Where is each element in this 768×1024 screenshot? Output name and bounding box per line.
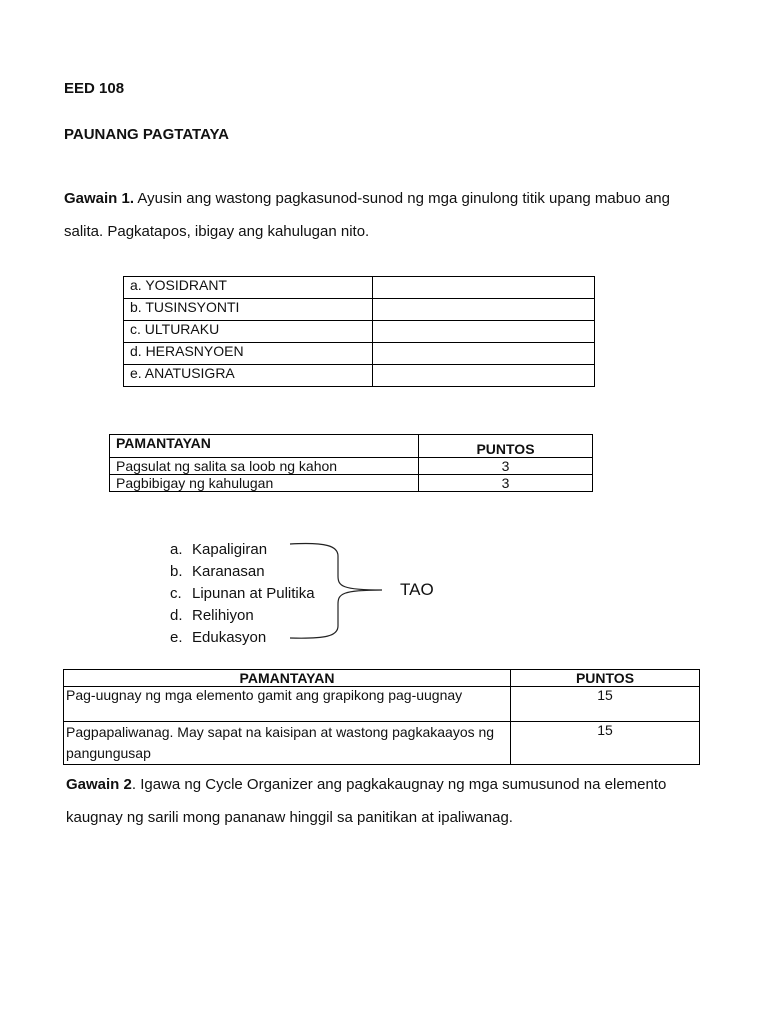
list-label: Karanasan (192, 563, 265, 580)
scrambled-word: e. ANATUSIGRA (124, 365, 373, 387)
gawain1-text: Ayusin ang wastong pagkasunod-sunod ng mga ginulong titik upang mabuo ang salita. Pagkatapos, ibigay ang kahulugan nito. (64, 190, 670, 240)
list-label: Lipunan at Pulitika (192, 585, 315, 602)
scrambled-word: a. YOSIDRANT (124, 277, 373, 299)
gawain2-label: Gawain 2 (66, 776, 132, 793)
rubric1-header-points: PUNTOS (419, 435, 593, 458)
scrambled-word: d. HERASNYOEN (124, 343, 373, 365)
scrambled-words-table (123, 276, 595, 387)
answer-cell[interactable] (373, 321, 595, 343)
table-row (124, 343, 595, 365)
gawain1-instructions (64, 182, 694, 248)
rubric1-criterion: Pagsulat ng salita sa loob ng kahon (110, 458, 419, 475)
rubric2-header-criterion: PAMANTAYAN (64, 670, 511, 687)
list-label: Edukasyon (192, 629, 267, 646)
answer-cell[interactable] (373, 343, 595, 365)
target-label: TAO (400, 580, 434, 599)
list-marker: c. (170, 585, 182, 602)
rubric1-points: 3 (419, 475, 593, 492)
rubric1-criterion: Pagbibigay ng kahulugan (110, 475, 419, 492)
course-code: EED 108 (64, 80, 125, 97)
rubric1-header-criterion: PAMANTAYAN (110, 435, 419, 458)
rubric2-criterion: Pagpapaliwanag. May sapat na kaisipan at wastong pagkakaayos ng pangungusap (64, 722, 511, 765)
table-row (124, 277, 595, 299)
answer-cell[interactable] (373, 299, 595, 321)
list-label: Kapaligiran (192, 541, 268, 558)
rubric1-table (109, 434, 593, 492)
page-title: PAUNANG PAGTATAYA (64, 126, 230, 143)
list-marker: b. (170, 563, 183, 580)
gawain2-instructions (66, 768, 706, 834)
rubric2-criterion: Pag-uugnay ng mga elemento gamit ang grapikong pag-uugnay (64, 687, 511, 722)
list-marker: e. (170, 629, 183, 646)
scrambled-word: b. TUSINSYONTI (124, 299, 373, 321)
gawain1-label: Gawain 1. (64, 190, 135, 207)
table-row (124, 321, 595, 343)
rubric2-table (63, 669, 700, 765)
answer-cell[interactable] (373, 277, 595, 299)
rubric2-points: 15 (511, 687, 700, 722)
list-label: Relihiyon (192, 607, 254, 624)
scrambled-word: c. ULTURAKU (124, 321, 373, 343)
curly-brace-connector (286, 540, 386, 642)
table-row (124, 365, 595, 387)
rubric2-header-points: PUNTOS (511, 670, 700, 687)
list-marker: d. (170, 607, 183, 624)
gawain2-text: . Igawa ng Cycle Organizer ang pagkakaugnay ng mga sumusunod na elemento kaugnay ng sarili mong pananaw hinggil sa panitikan at ipaliwanag. (66, 776, 667, 826)
rubric2-points: 15 (511, 722, 700, 765)
answer-cell[interactable] (373, 365, 595, 387)
table-row (124, 299, 595, 321)
list-marker: a. (170, 541, 183, 558)
rubric1-points: 3 (419, 458, 593, 475)
